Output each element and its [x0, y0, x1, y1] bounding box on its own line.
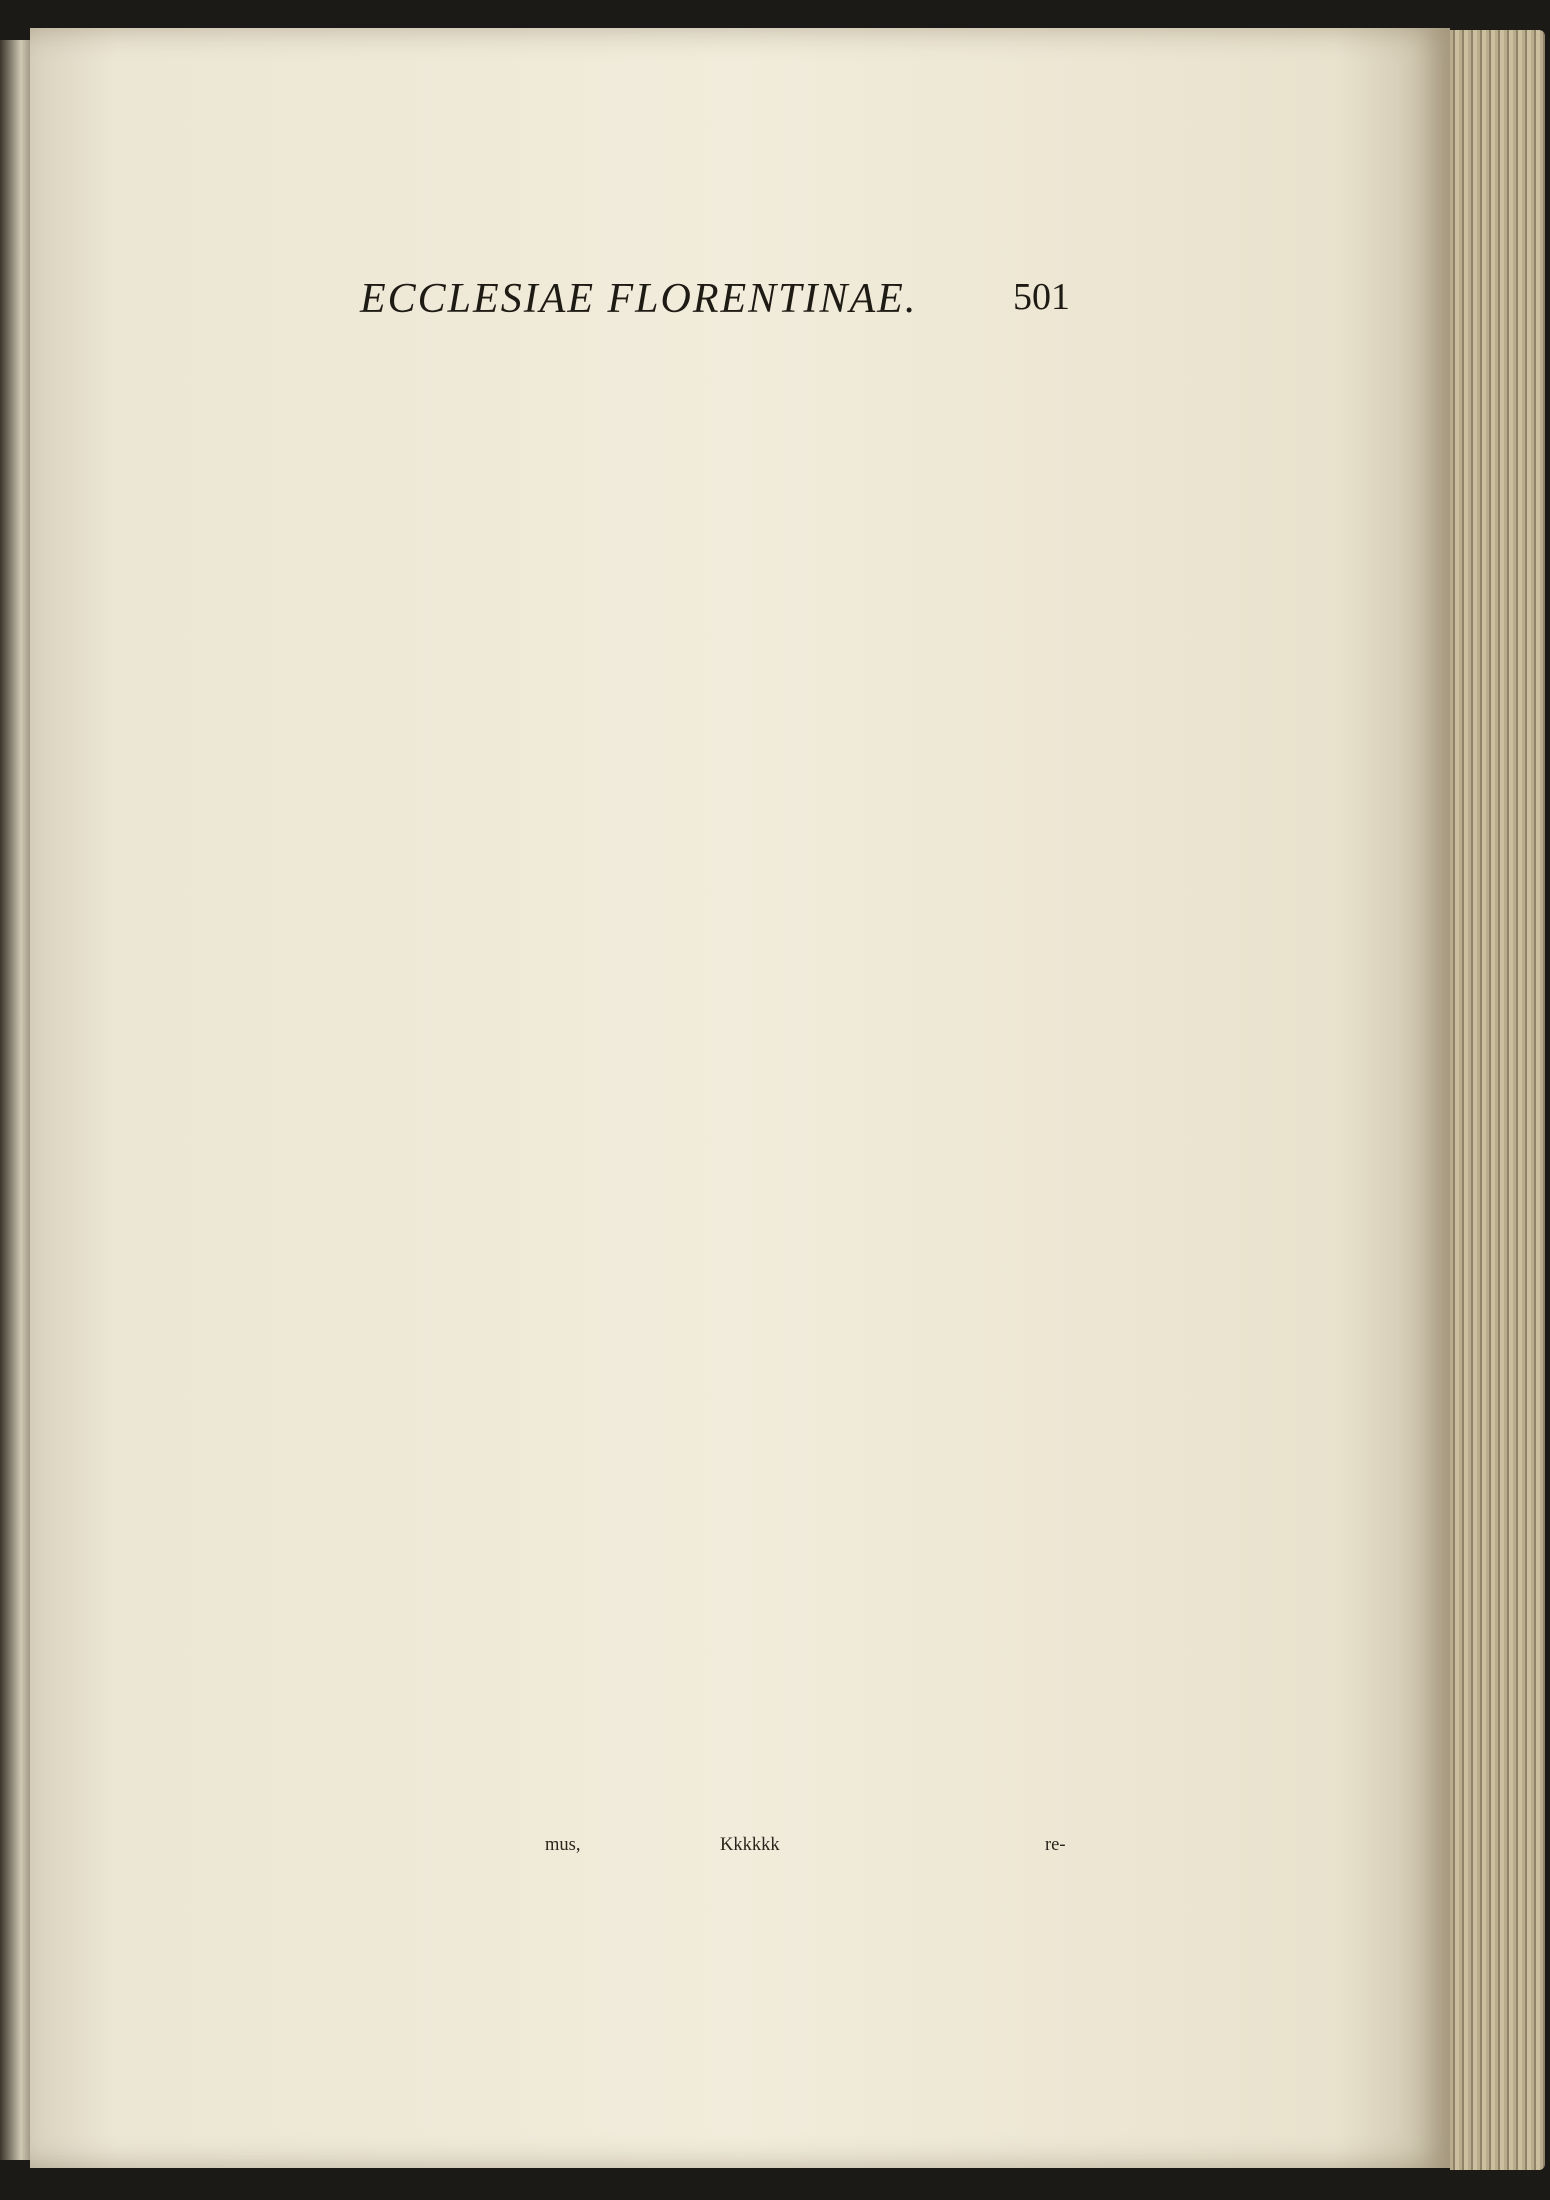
- running-head-title: ECCLESIAE FLORENTINAE.: [360, 276, 918, 322]
- left-page-edge: [0, 40, 30, 2160]
- running-head: [350, 275, 1070, 335]
- signature-mark: Kkkkkk: [720, 1835, 780, 1855]
- catchword-left: mus,: [545, 1835, 581, 1855]
- page-number: 501: [1013, 276, 1070, 318]
- page-stack-edge: [1450, 30, 1545, 2170]
- catchword-right: re-: [1045, 1835, 1066, 1855]
